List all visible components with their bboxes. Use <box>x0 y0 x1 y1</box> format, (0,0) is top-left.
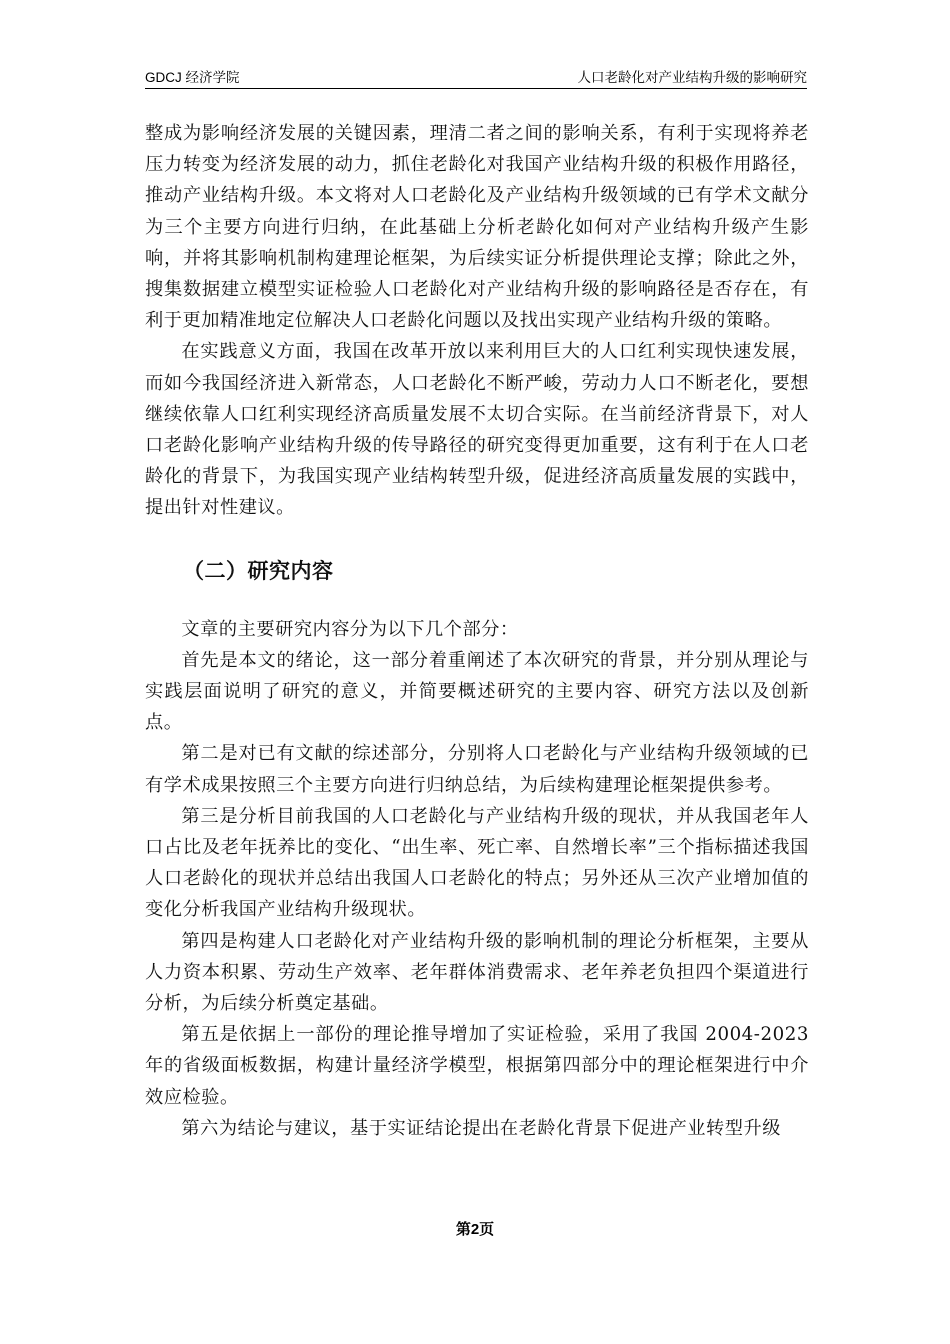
paragraph-part-1: 首先是本文的绪论，这一部分着重阐述了本次研究的背景，并分别从理论与实践层面说明了研究的意义，并简要概述研究的主要内容、研究方法以及创新点。 <box>145 649 809 734</box>
paragraph-part-3: 第三是分析目前我国的人口老龄化与产业结构升级的现状，并从我国老年人口占比及老年抚养比的变化、“出生率、死亡率、自然增长率”三个指标描述我国人口老龄化的现状并总结出我国人口老龄化的特点；另外还从三次产业增加值的变化分析我国产业结构升级现状。 <box>145 805 809 921</box>
paragraph-part-2: 第二是对已有文献的综述部分，分别将人口老龄化与产业结构升级领域的已有学术成果按照三个主要方向进行归纳总结，为后续构建理论框架提供参考。 <box>145 743 809 796</box>
section-title: （二）研究内容 <box>183 558 334 583</box>
paragraph-part-4: 第四是构建人口老龄化对产业结构升级的影响机制的理论分析框架，主要从人力资本积累、劳动生产效率、老年群体消费需求、老年养老负担四个渠道进行分析，为后续分析奠定基础。 <box>145 930 809 1015</box>
header-school: GDCJ 经济学院 <box>145 70 240 85</box>
page-number: 第2页 <box>455 1221 495 1238</box>
body-text <box>145 118 809 1144</box>
paragraph-continued: 整成为影响经济发展的关键因素，理清二者之间的影响关系，有利于实现将养老压力转变为经济发展的动力，抓住老龄化对我国产业结构升级的积极作用路径，推动产业结构升级。本文将对人口老龄化及产业结构升级领域的已有学术文献分为三个主要方向进行归纳，在此基础上分析老龄化如何对产业结构升级产生影响，并将其影响机制构建理论框架，为后续实证分析提供理论支撑；除此之外，搜集数据建立模型实证检验人口老龄化对产业结构升级的影响路径是否存在，有利于更加精准地定位解决人口老龄化问题以及找出实现产业结构升级的策略。 <box>145 123 809 332</box>
paragraph-part-5: 第五是依据上一部份的理论推导增加了实证检验，采用了我国 2004-2023 年的省级面板数据，构建计量经济学模型，根据第四部分中的理论框架进行中介效应检验。 <box>145 1024 809 1108</box>
paragraph-practical-significance: 在实践意义方面，我国在改革开放以来利用巨大的人口红利实现快速发展，而如今我国经济进入新常态，人口老龄化不断严峻，劳动力人口不断老化，要想继续依靠人口红利实现经济高质量发展不太切合实际。在当前经济背景下，对人口老龄化影响产业结构升级的传导路径的研究变得更加重要，这有利于在人口老龄化的背景下，为我国实现产业结构转型升级，促进经济高质量发展的实践中，提出针对性建议。 <box>145 341 809 519</box>
paragraph-intro: 文章的主要研究内容分为以下几个部分： <box>181 618 519 640</box>
paragraph-part-6: 第六为结论与建议，基于实证结论提出在老龄化背景下促进产业转型升级 <box>181 1117 781 1139</box>
header-title: 人口老龄化对产业结构升级的影响研究 <box>577 70 807 85</box>
page-header <box>145 66 807 89</box>
